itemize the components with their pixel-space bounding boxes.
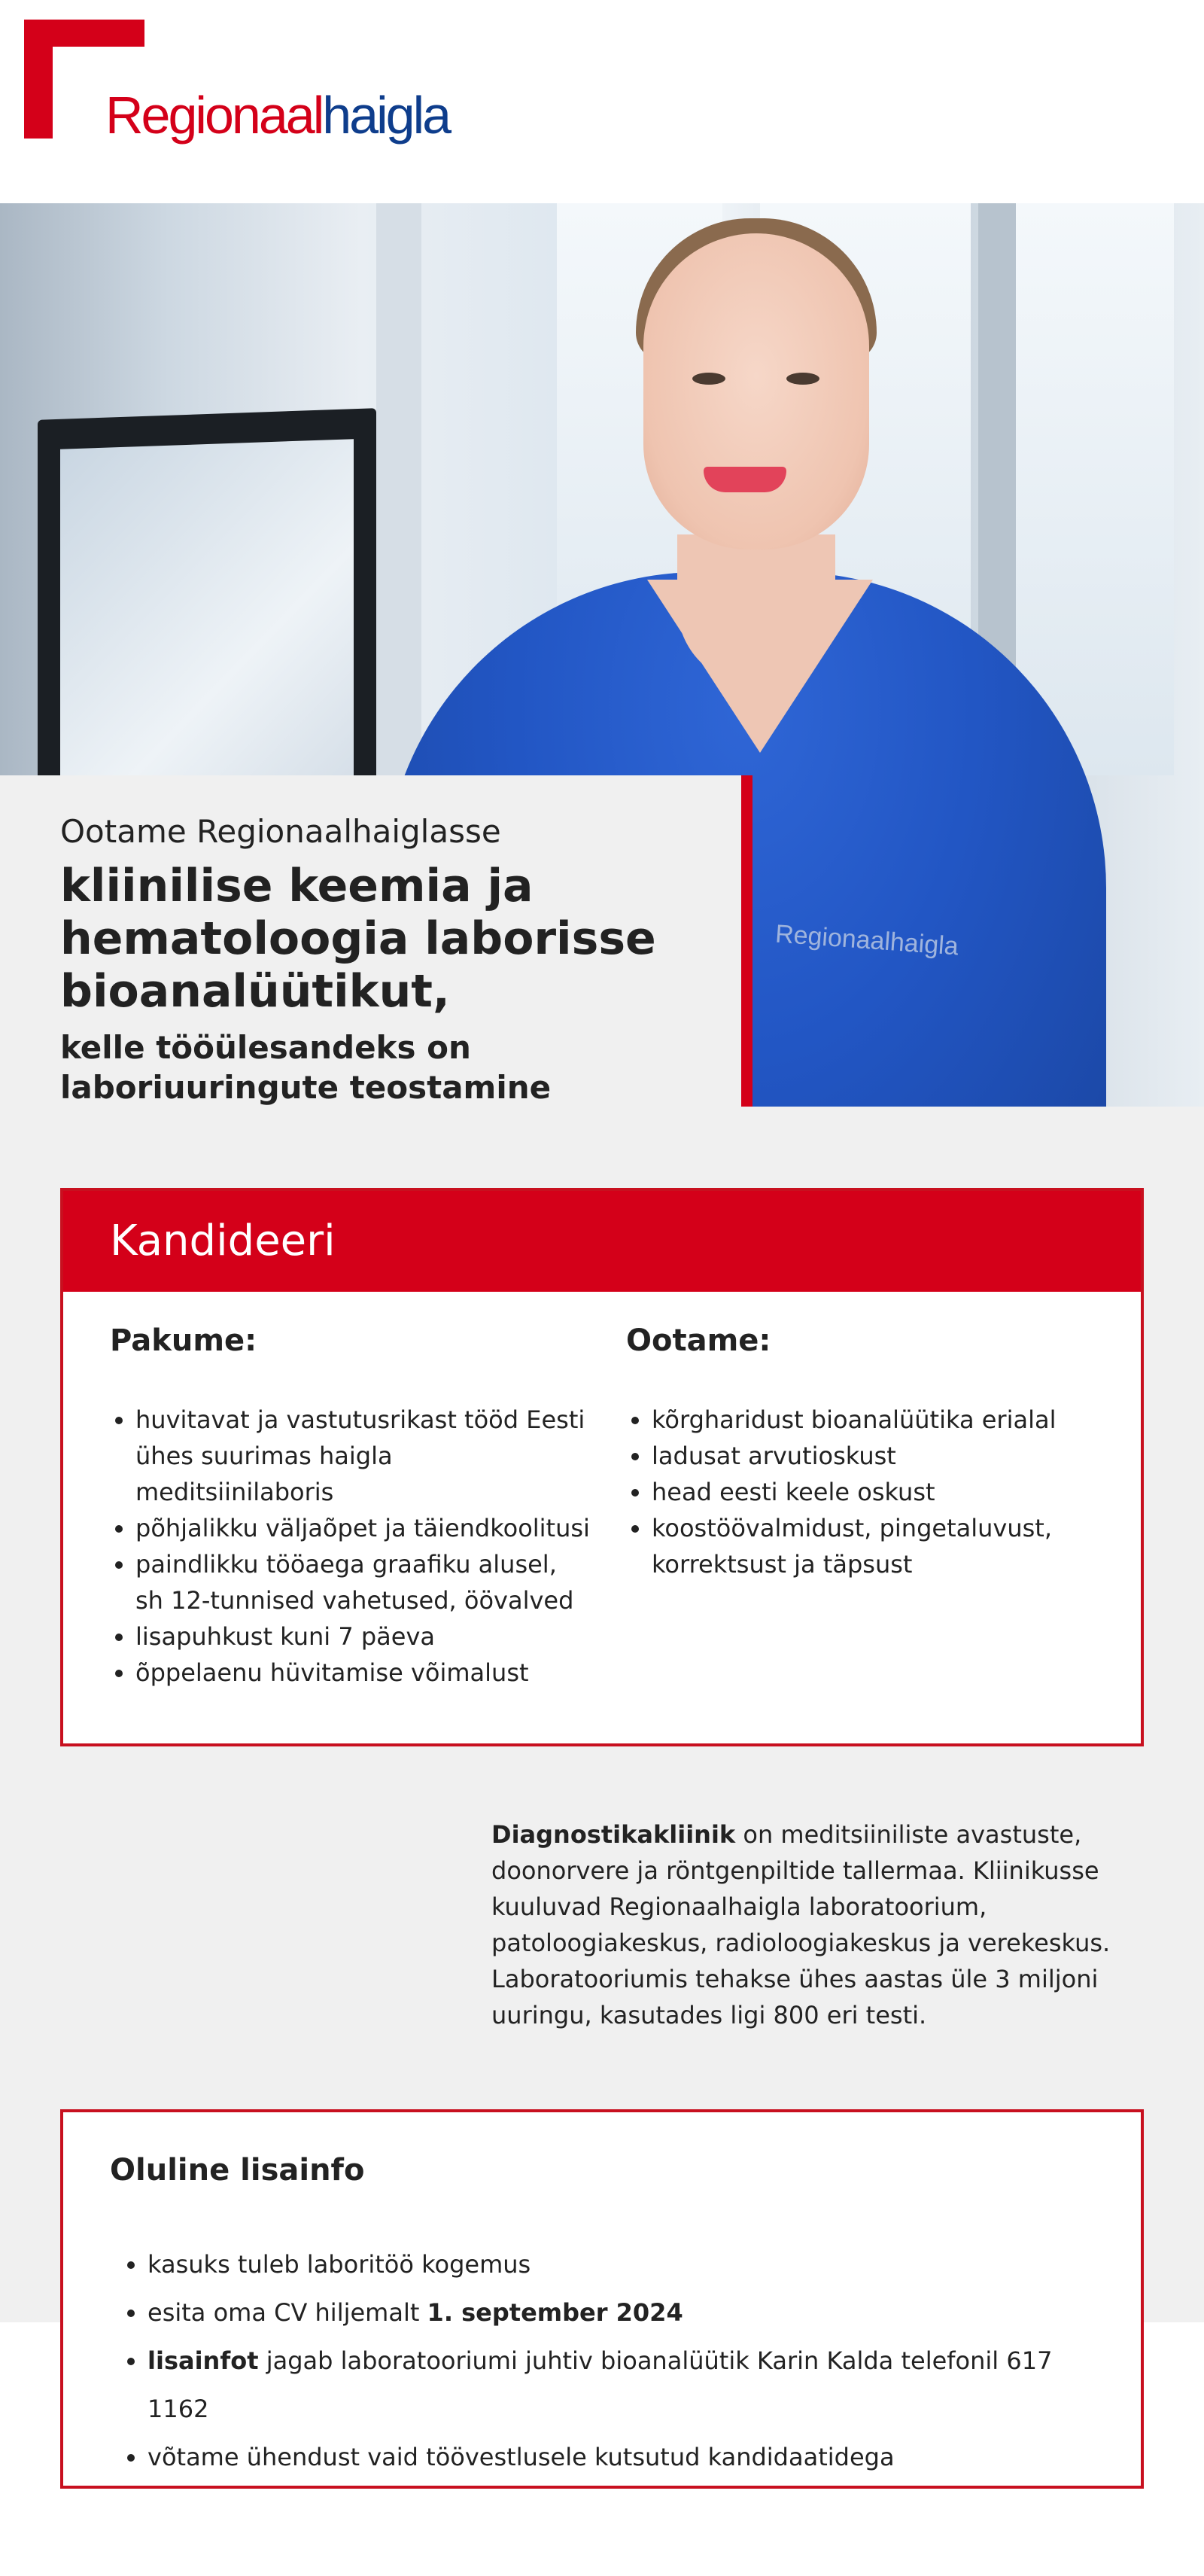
contact-info: jagab laboratooriumi juhtiv bioanalüütik Karin Kalda telefonil 617 1162 — [147, 2346, 1053, 2423]
list-item: • kõrgharidust bioanalüütika erialal — [652, 1402, 1108, 1438]
monitor-screen — [60, 439, 354, 826]
page-header — [0, 0, 1204, 203]
info-item-text: kasuks tuleb laboritöö kogemus — [147, 2250, 531, 2279]
offer-list — [110, 1402, 591, 1691]
list-item — [147, 2240, 1118, 2288]
clinic-name: Diagnostikakliinik — [491, 1820, 736, 1849]
accent-bar — [741, 775, 752, 1107]
list-item: • koostöövalmidust, pingetaluvust, korrektsust ja täpsust — [652, 1510, 1108, 1582]
person-smile — [704, 467, 786, 492]
logo-wordmark — [105, 86, 450, 145]
title-card — [0, 775, 741, 1107]
person-vneck — [647, 580, 873, 753]
person-face — [643, 233, 869, 550]
logo-wordmark-haigla: haigla — [322, 86, 450, 145]
deadline-date: 1. september 2024 — [427, 2298, 683, 2327]
info-item-bold: lisainfot — [147, 2346, 259, 2375]
regionaalhaigla-logo[interactable] — [24, 20, 450, 155]
expect-column — [626, 1323, 1108, 1582]
info-item-text: võtame ühendust vaid töövestlusele kutsutud kandidaatidega — [147, 2443, 895, 2471]
info-box — [60, 2109, 1144, 2489]
job-subtitle: kelle tööülesandeks on laboriuuringute teostamine — [60, 1029, 552, 1106]
apply-button[interactable] — [63, 1191, 1141, 1292]
list-item: • ladusat arvutioskust — [652, 1438, 1108, 1474]
list-item: • põhjalikku väljaõpet ja täiendkoolitusi — [135, 1510, 591, 1546]
info-item-text: esita oma CV hiljemalt — [147, 2298, 427, 2327]
expect-list — [626, 1402, 1108, 1582]
list-item: • huvitavat ja vastutusrikast tööd Eesti ühes suurimas haigla meditsiinilaboris — [135, 1402, 591, 1510]
offer-heading: Pakume: — [110, 1323, 257, 1358]
expect-heading: Ootame: — [626, 1323, 771, 1358]
wall-pillar — [376, 203, 421, 775]
info-heading: Oluline lisainfo — [110, 2153, 365, 2188]
offer-column — [110, 1323, 591, 1691]
clinic-description — [491, 1816, 1169, 2033]
list-item — [147, 2337, 1118, 2433]
logo-wordmark-regionaal: Regionaal — [105, 86, 323, 145]
list-item — [147, 2288, 1118, 2337]
list-item: • head eesti keele oskust — [652, 1474, 1108, 1510]
list-item: • lisapuhkust kuni 7 päeva — [135, 1618, 591, 1655]
apply-button-label: Kandideeri — [110, 1216, 336, 1265]
list-item — [147, 2433, 1118, 2481]
job-title: kliinilise keemia ja hematoloogia laborisse bioanalüütikut, — [60, 860, 656, 1019]
list-item: • paindlikku tööaega graafiku alusel, sh 12-tunnised vahetused, öövalved — [135, 1546, 591, 1618]
person-eye — [786, 373, 819, 385]
list-item: • õppelaenu hüvitamise võimalust — [135, 1655, 591, 1691]
title-intro: Ootame Regionaalhaiglasse — [60, 813, 501, 850]
info-list — [110, 2240, 1118, 2481]
scrubs-embroidery: Regionaalhaigla — [774, 919, 959, 961]
apply-box — [60, 1188, 1144, 1746]
window-pane — [1016, 203, 1174, 775]
clinic-text: on meditsiiniliste avastuste, doonorvere ja röntgenpiltide tallermaa. Kliinikusse kuuluvad Regionaalhaigla laboratoorium, patoloogiakeskus, radioloogiakeskus ja verekeskus. Laboratooriumis tehakse ühes aastas üle 3 miljoni uuringu, kasutades ligi 800 eri testi. — [491, 1820, 1111, 2029]
person-eye — [692, 373, 725, 385]
